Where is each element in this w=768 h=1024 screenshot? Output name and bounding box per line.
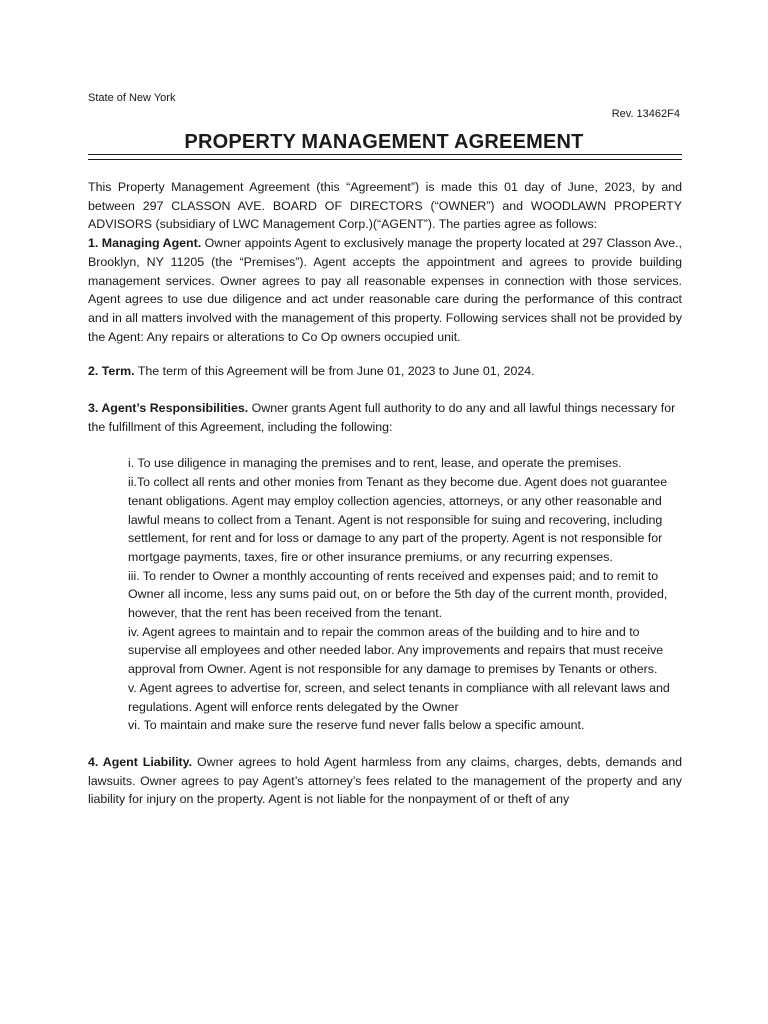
list-item: vi. To maintain and make sure the reserve fund never falls below a specific amount. bbox=[128, 718, 585, 733]
intro-paragraph: This Property Management Agreement (this “Agreement”) is made this 01 day of June, 2023, by and between 297 CLASSON AVE. BOARD OF DIRECTORS (“OWNER”) and WOODLAWN PROPERTY ADVISORS (subsidiary of LWC Management Corp.)(“AGENT”). The parties agree as follows: bbox=[88, 180, 682, 232]
title-rule-top bbox=[88, 154, 682, 155]
list-item: v. Agent agrees to advertise for, screen, and select tenants in compliance with all relevant laws and regulations. Agent will enforce rents delegated by the Owner bbox=[128, 680, 670, 714]
section-agent-responsibilities bbox=[88, 399, 682, 436]
section-text: Owner grants Agent full authority to do any and all lawful things necessary for the fulfillment of this Agreement, including the following: bbox=[88, 401, 676, 434]
list-item: i. To use diligence in managing the premises and to rent, lease, and operate the premises. bbox=[128, 456, 622, 471]
list-item: ii.To collect all rents and other monies from Tenant as they become due. Agent does not guarantee tenant obligations. Agent may employ collection agencies, attorneys, or any other reasonable and lawful means to collect from a Tenant. Agent is not responsible for suing and recovering, including settlement, for rent and for loss or damage to any part of the property. Agent is not responsible for mortgage payments, taxes, fire or other insurance premiums, or any recurring expenses. bbox=[128, 475, 668, 564]
section-text: The term of this Agreement will be from June 01, 2023 to June 01, 2024. bbox=[134, 364, 535, 379]
list-item: iii. To render to Owner a monthly accounting of rents received and expenses paid; and to remit to Owner all income, less any sums paid out, on or before the 5th day of the current month, provided, however, that the rent has been received from the tenant. bbox=[128, 568, 668, 621]
section-heading: 2. Term. bbox=[88, 364, 135, 379]
section-heading: 4. Agent Liability. bbox=[88, 754, 193, 769]
list-item: iv. Agent agrees to maintain and to repair the common areas of the building and to hire and to supervise all employees and other needed labor. Any improvements and repairs that must receive approval from Owner. Agent is not responsible for any damage to premises by Tenants or others. bbox=[128, 624, 664, 677]
section-term bbox=[88, 362, 682, 381]
section-heading: 3. Agent’s Responsibilities. bbox=[88, 401, 249, 416]
section-text: Owner appoints Agent to exclusively manage the property located at 297 Classon Ave., Brooklyn, NY 11205 (the “Premises”). Agent accepts the appointment and agrees to provide building management services. Owner agrees to pay all reasonable expenses in connection with those services. Agent agrees to use due diligence and act under reasonable care during the performance of this contract and in all matters involved with the management of this property. Following services shall not be provided by the Agent: Any repairs or alterations to Co Op owners occupied unit. bbox=[88, 236, 682, 344]
revision-number: Rev. 13462F4 bbox=[611, 108, 680, 120]
section-text: Owner agrees to hold Agent harmless from any claims, charges, debts, demands and lawsuits. Owner agrees to pay Agent’s attorney’s fees related to the management of the property and any liability for injury on the property. Agent is not liable for the nonpayment of or theft of any bbox=[88, 754, 682, 807]
section-managing-agent bbox=[88, 234, 682, 346]
responsibilities-list bbox=[128, 454, 684, 735]
document-body bbox=[88, 178, 682, 809]
title-rule-bottom bbox=[88, 159, 682, 160]
section-heading: 1. Managing Agent. bbox=[88, 236, 202, 251]
document-title: PROPERTY MANAGEMENT AGREEMENT bbox=[184, 131, 584, 153]
state-label: State of New York bbox=[88, 92, 176, 104]
section-agent-liability bbox=[88, 753, 682, 809]
